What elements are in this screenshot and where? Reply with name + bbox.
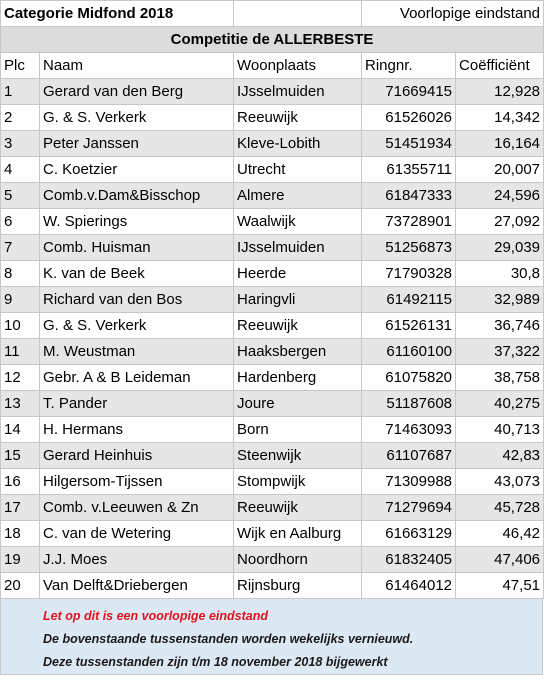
cell-woonplaats: Haaksbergen xyxy=(234,339,362,365)
cell-coefficient: 40,713 xyxy=(456,417,544,443)
cell-ringnr: 71790328 xyxy=(362,261,456,287)
cell-plc: 13 xyxy=(1,391,40,417)
cell-naam: Comb. Huisman xyxy=(40,235,234,261)
cell-naam: J.J. Moes xyxy=(40,547,234,573)
cell-woonplaats: Steenwijk xyxy=(234,443,362,469)
table-row xyxy=(1,313,544,339)
cell-plc: 3 xyxy=(1,131,40,157)
cell-woonplaats: Joure xyxy=(234,391,362,417)
cell-naam: Van Delft&Driebergen xyxy=(40,573,234,599)
cell-ringnr: 71309988 xyxy=(362,469,456,495)
cell-naam: M. Weustman xyxy=(40,339,234,365)
cell-coefficient: 43,073 xyxy=(456,469,544,495)
col-header-plc: Plc xyxy=(1,53,40,79)
title-row xyxy=(1,1,544,27)
cell-naam: Peter Janssen xyxy=(40,131,234,157)
footer-warning: Let op dit is een voorlopige eindstand xyxy=(43,609,269,623)
table-row xyxy=(1,547,544,573)
cell-plc: 18 xyxy=(1,521,40,547)
cell-naam: Comb. v.Leeuwen & Zn xyxy=(40,495,234,521)
col-header-woonplaats: Woonplaats xyxy=(234,53,362,79)
cell-ringnr: 61160100 xyxy=(362,339,456,365)
cell-coefficient: 47,51 xyxy=(456,573,544,599)
table-row xyxy=(1,157,544,183)
cell-coefficient: 12,928 xyxy=(456,79,544,105)
table-row xyxy=(1,105,544,131)
table-row xyxy=(1,573,544,599)
cell-ringnr: 61663129 xyxy=(362,521,456,547)
cell-ringnr: 61355711 xyxy=(362,157,456,183)
column-header-row xyxy=(1,53,544,79)
cell-ringnr: 61847333 xyxy=(362,183,456,209)
cell-woonplaats: Noordhorn xyxy=(234,547,362,573)
cell-ringnr: 51451934 xyxy=(362,131,456,157)
cell-woonplaats: Born xyxy=(234,417,362,443)
cell-plc: 9 xyxy=(1,287,40,313)
cell-naam: Gerard Heinhuis xyxy=(40,443,234,469)
cell-plc: 14 xyxy=(1,417,40,443)
cell-woonplaats: Kleve-Lobith xyxy=(234,131,362,157)
cell-woonplaats: Hardenberg xyxy=(234,365,362,391)
cell-ringnr: 73728901 xyxy=(362,209,456,235)
cell-coefficient: 24,596 xyxy=(456,183,544,209)
cell-plc: 11 xyxy=(1,339,40,365)
cell-coefficient: 20,007 xyxy=(456,157,544,183)
cell-naam: W. Spierings xyxy=(40,209,234,235)
sheet-title: Categorie Midfond 2018 xyxy=(1,1,234,27)
cell-coefficient: 40,275 xyxy=(456,391,544,417)
cell-plc: 17 xyxy=(1,495,40,521)
cell-coefficient: 14,342 xyxy=(456,105,544,131)
cell-woonplaats: Reeuwijk xyxy=(234,495,362,521)
cell-naam: C. Koetzier xyxy=(40,157,234,183)
cell-woonplaats: Almere xyxy=(234,183,362,209)
cell-naam: H. Hermans xyxy=(40,417,234,443)
cell-naam: K. van de Beek xyxy=(40,261,234,287)
cell-ringnr: 51187608 xyxy=(362,391,456,417)
cell-naam: T. Pander xyxy=(40,391,234,417)
table-row xyxy=(1,521,544,547)
cell-naam: Hilgersom-Tijssen xyxy=(40,469,234,495)
footer-notes xyxy=(0,599,543,675)
cell-ringnr: 61107687 xyxy=(362,443,456,469)
table-row xyxy=(1,209,544,235)
cell-plc: 10 xyxy=(1,313,40,339)
table-row xyxy=(1,365,544,391)
table-row xyxy=(1,183,544,209)
cell-coefficient: 30,8 xyxy=(456,261,544,287)
table-row xyxy=(1,79,544,105)
table-row xyxy=(1,287,544,313)
cell-coefficient: 42,83 xyxy=(456,443,544,469)
cell-plc: 19 xyxy=(1,547,40,573)
table-row xyxy=(1,131,544,157)
cell-coefficient: 45,728 xyxy=(456,495,544,521)
col-header-coefficient: Coëfficiënt xyxy=(456,53,544,79)
cell-ringnr: 71279694 xyxy=(362,495,456,521)
cell-coefficient: 46,42 xyxy=(456,521,544,547)
cell-ringnr: 61492115 xyxy=(362,287,456,313)
cell-woonplaats: Reeuwijk xyxy=(234,105,362,131)
col-header-ringnr: Ringnr. xyxy=(362,53,456,79)
cell-ringnr: 61526026 xyxy=(362,105,456,131)
status-label: Voorlopige eindstand xyxy=(362,1,544,27)
cell-naam: G. & S. Verkerk xyxy=(40,105,234,131)
cell-coefficient: 32,989 xyxy=(456,287,544,313)
cell-woonplaats: Haringvli xyxy=(234,287,362,313)
cell-woonplaats: IJsselmuiden xyxy=(234,235,362,261)
table-row xyxy=(1,469,544,495)
cell-ringnr: 61526131 xyxy=(362,313,456,339)
cell-plc: 20 xyxy=(1,573,40,599)
cell-naam: Gebr. A & B Leideman xyxy=(40,365,234,391)
cell-woonplaats: Waalwijk xyxy=(234,209,362,235)
cell-woonplaats: Reeuwijk xyxy=(234,313,362,339)
cell-woonplaats: Heerde xyxy=(234,261,362,287)
cell-coefficient: 16,164 xyxy=(456,131,544,157)
footer-line-3: Deze tussenstanden zijn t/m 18 november 2018 bijgewerkt xyxy=(43,655,388,669)
footer-line-2: De bovenstaande tussenstanden worden wekelijks vernieuwd. xyxy=(43,632,414,646)
cell-plc: 1 xyxy=(1,79,40,105)
competition-title: Competitie de ALLERBESTE xyxy=(1,27,544,53)
cell-woonplaats: IJsselmuiden xyxy=(234,79,362,105)
cell-ringnr: 51256873 xyxy=(362,235,456,261)
cell-plc: 15 xyxy=(1,443,40,469)
table-row xyxy=(1,391,544,417)
cell-naam: Richard van den Bos xyxy=(40,287,234,313)
table-row xyxy=(1,443,544,469)
cell-coefficient: 37,322 xyxy=(456,339,544,365)
cell-coefficient: 29,039 xyxy=(456,235,544,261)
cell-ringnr: 61075820 xyxy=(362,365,456,391)
cell-plc: 12 xyxy=(1,365,40,391)
cell-plc: 4 xyxy=(1,157,40,183)
cell-ringnr: 71669415 xyxy=(362,79,456,105)
cell-naam: Gerard van den Berg xyxy=(40,79,234,105)
cell-plc: 5 xyxy=(1,183,40,209)
cell-woonplaats: Stompwijk xyxy=(234,469,362,495)
cell-naam: G. & S. Verkerk xyxy=(40,313,234,339)
col-header-naam: Naam xyxy=(40,53,234,79)
table-row xyxy=(1,235,544,261)
cell-coefficient: 47,406 xyxy=(456,547,544,573)
table-row xyxy=(1,417,544,443)
cell-plc: 16 xyxy=(1,469,40,495)
cell-woonplaats: Utrecht xyxy=(234,157,362,183)
cell-ringnr: 61832405 xyxy=(362,547,456,573)
cell-plc: 6 xyxy=(1,209,40,235)
cell-woonplaats: Rijnsburg xyxy=(234,573,362,599)
cell-plc: 8 xyxy=(1,261,40,287)
table-row xyxy=(1,261,544,287)
cell-naam: Comb.v.Dam&Bisschop xyxy=(40,183,234,209)
cell-plc: 2 xyxy=(1,105,40,131)
cell-naam: C. van de Wetering xyxy=(40,521,234,547)
competition-row xyxy=(1,27,544,53)
table-row xyxy=(1,339,544,365)
cell-ringnr: 71463093 xyxy=(362,417,456,443)
cell-coefficient: 38,758 xyxy=(456,365,544,391)
table-row xyxy=(1,495,544,521)
cell-plc: 7 xyxy=(1,235,40,261)
cell-ringnr: 61464012 xyxy=(362,573,456,599)
cell-coefficient: 27,092 xyxy=(456,209,544,235)
cell-coefficient: 36,746 xyxy=(456,313,544,339)
cell-woonplaats: Wijk en Aalburg xyxy=(234,521,362,547)
